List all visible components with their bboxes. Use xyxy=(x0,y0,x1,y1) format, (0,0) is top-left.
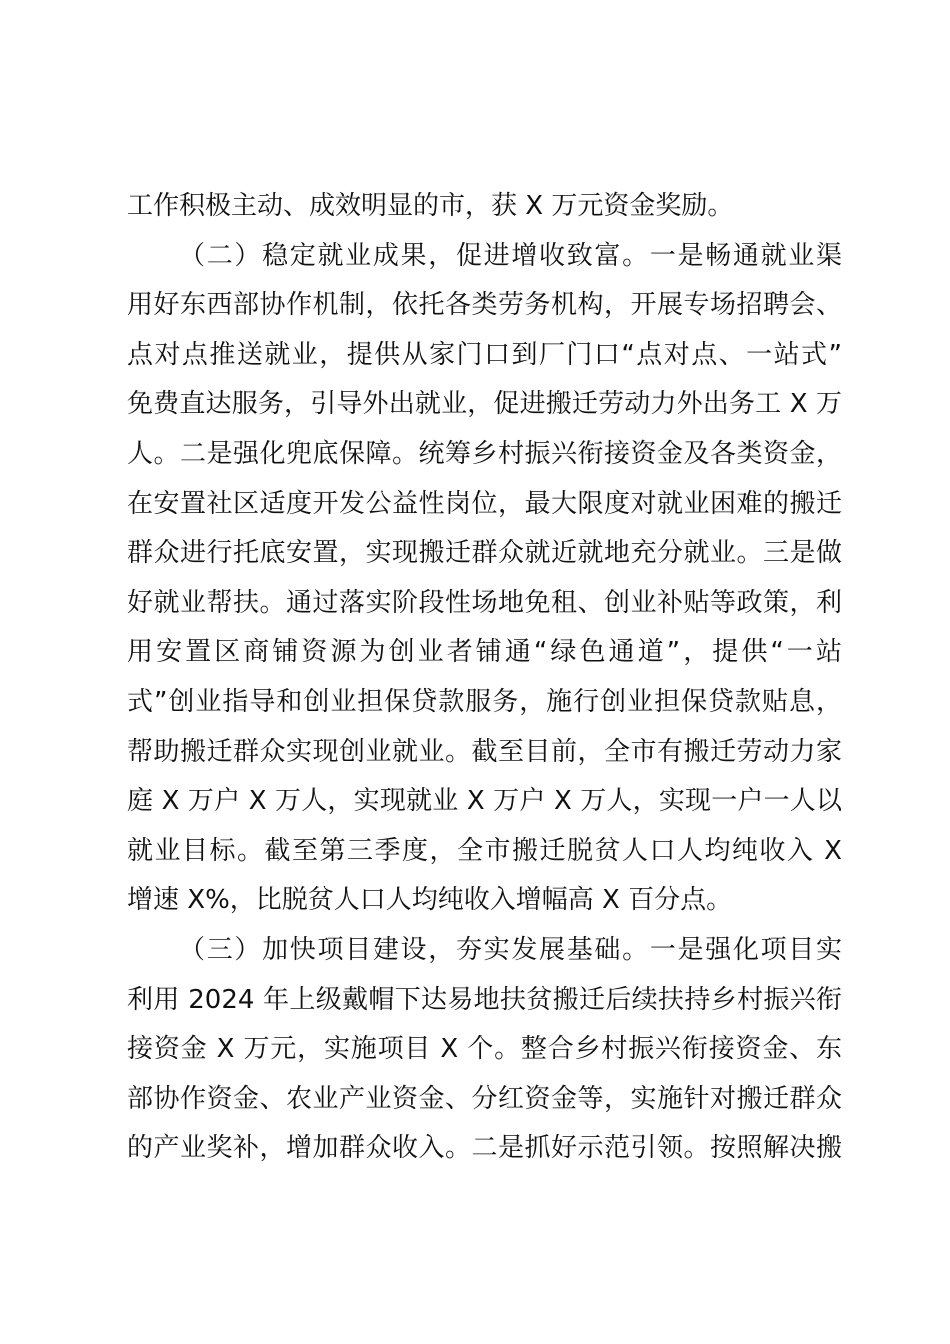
text-line: 群众进行托底安置，实现搬迁群众就近就地充分就业。三是做 xyxy=(127,538,842,569)
text-line: 的产业奖补，增加群众收入。二是抓好示范引领。按照解决搬 xyxy=(127,1133,842,1164)
text-line: 用好东西部协作机制，依托各类劳务机构，开展专场招聘会、 xyxy=(127,290,842,321)
text-line: 增速 X%，比脱贫人口人均纯收入增幅高 X 百分点。 xyxy=(127,885,733,916)
text-line: 部协作资金、农业产业资金、分红资金等，实施针对搬迁群众 xyxy=(127,1083,842,1114)
text-line: 利用 2024 年上级戴帽下达易地扶贫搬迁后续扶持乡村振兴衔 xyxy=(127,984,842,1015)
text-line: 接资金 X 万元，实施项目 X 个。整合乡村振兴衔接资金、东 xyxy=(127,1034,842,1065)
text-line: 好就业帮扶。通过落实阶段性场地免租、创业补贴等政策，利 xyxy=(127,587,842,618)
text-line: 式”创业指导和创业担保贷款服务，施行创业担保贷款贴息， xyxy=(127,686,842,717)
text-line: 工作积极主动、成效明显的市，获 X 万元资金奖励。 xyxy=(127,191,734,221)
text-line: 免费直达服务，引导外出就业，促进搬迁劳动力外出务工 X 万 xyxy=(127,389,842,420)
text-line: 点对点推送就业，提供从家门口到厂门口“点对点、一站式” xyxy=(127,339,842,370)
text-line: 就业目标。截至第三季度，全市搬迁脱贫人口人均纯收入 X xyxy=(127,835,842,866)
paragraph-first-line: （三）加快项目建设，夯实发展基础。一是强化项目实 xyxy=(179,934,842,965)
text-line: 人。二是强化兜底保障。统筹乡村振兴衔接资金及各类资金， xyxy=(127,438,842,469)
paragraph-first-line: （二）稳定就业成果，促进增收致富。一是畅通就业渠 xyxy=(179,240,842,271)
text-line: 在安置社区适度开发公益性岗位，最大限度对就业困难的搬迁 xyxy=(127,488,842,519)
text-line: 用安置区商铺资源为创业者铺通“绿色通道”，提供“一站 xyxy=(127,637,842,668)
document-body xyxy=(127,182,842,1174)
text-line: 庭 X 万户 X 万人，实现就业 X 万户 X 万人，实现一户一人以 xyxy=(127,786,842,817)
text-line: 帮助搬迁群众实现创业就业。截至目前，全市有搬迁劳动力家 xyxy=(127,736,842,767)
